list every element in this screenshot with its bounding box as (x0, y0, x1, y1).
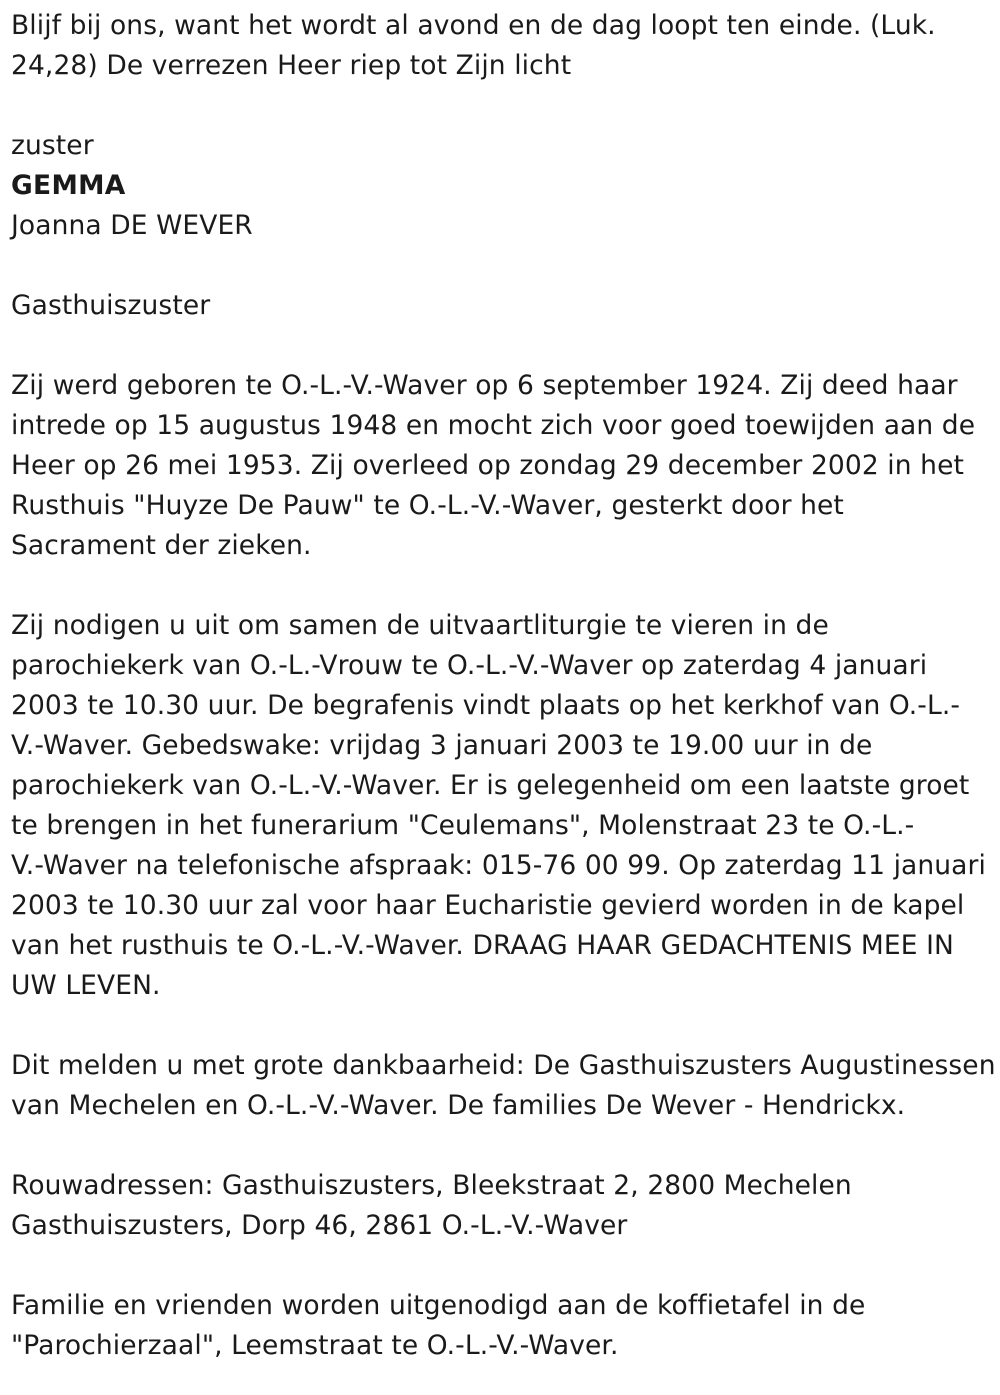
paragraph-line: Zij werd geboren te O.-L.-V.-Waver op 6 september 1924. Zij deed haar (11, 370, 958, 401)
spacer (11, 1006, 996, 1046)
paragraph-line: V.-Waver na telefonische afspraak: 015-76 00 99. Op zaterdag 11 januari (11, 850, 986, 881)
paragraph-line: van het rusthuis te O.-L.-V.-Waver. DRAAG HAAR GEDACHTENIS MEE IN (11, 930, 954, 961)
intro-verse (11, 6, 996, 86)
spacer (11, 566, 996, 606)
paragraph-line: Zij nodigen u uit om samen de uitvaartliturgie te vieren in de (11, 610, 829, 641)
intro-line: Blijf bij ons, want het wordt al avond en de dag loopt ten einde. (Luk. (11, 10, 936, 41)
paragraph-line: te brengen in het funerarium "Ceulemans", Molenstraat 23 te O.-L.- (11, 810, 915, 841)
ceremony-paragraph (11, 606, 996, 1006)
address-line: Gasthuiszusters, Dorp 46, 2861 O.-L.-V.-Waver (11, 1210, 628, 1241)
paragraph-line: UW LEVEN. (11, 970, 161, 1001)
biography-paragraph (11, 366, 996, 566)
spacer (11, 1126, 996, 1166)
civil-name: Joanna DE WEVER (11, 210, 253, 241)
spacer (11, 1246, 996, 1286)
paragraph-line: 2003 te 10.30 uur zal voor haar Eucharistie gevierd worden in de kapel (11, 890, 965, 921)
paragraph-line: 2003 te 10.30 uur. De begrafenis vindt plaats op het kerkhof van O.-L.- (11, 690, 961, 721)
paragraph-line: Sacrament der zieken. (11, 530, 312, 561)
spacer (11, 246, 996, 286)
spacer (11, 86, 996, 126)
announcement-paragraph (11, 1046, 996, 1126)
spacer (11, 326, 996, 366)
paragraph-line: parochiekerk van O.-L.-Vrouw te O.-L.-V.-Waver op zaterdag 4 januari (11, 650, 928, 681)
religious-name: GEMMA (11, 170, 126, 201)
role: Gasthuiszuster (11, 290, 211, 321)
paragraph-line: Rusthuis "Huyze De Pauw" te O.-L.-V.-Waver, gesterkt door het (11, 490, 844, 521)
obituary-document (11, 6, 996, 1366)
paragraph-line: V.-Waver. Gebedswake: vrijdag 3 januari 2003 te 19.00 uur in de (11, 730, 873, 761)
name-prefix: zuster (11, 130, 94, 161)
addresses-paragraph (11, 1166, 996, 1246)
paragraph-line: "Parochierzaal", Leemstraat te O.-L.-V.-Waver. (11, 1330, 619, 1361)
address-line: Rouwadressen: Gasthuiszusters, Bleekstraat 2, 2800 Mechelen (11, 1170, 852, 1201)
paragraph-line: intrede op 15 augustus 1948 en mocht zich voor goed toewijden aan de (11, 410, 976, 441)
paragraph-line: Heer op 26 mei 1953. Zij overleed op zondag 29 december 2002 in het (11, 450, 964, 481)
paragraph-line: van Mechelen en O.-L.-V.-Waver. De families De Wever - Hendrickx. (11, 1090, 906, 1121)
paragraph-line: Dit melden u met grote dankbaarheid: De Gasthuiszusters Augustinessen (11, 1050, 996, 1081)
invitation-paragraph (11, 1286, 996, 1366)
paragraph-line: Familie en vrienden worden uitgenodigd aan de koffietafel in de (11, 1290, 866, 1321)
intro-line: 24,28) De verrezen Heer riep tot Zijn licht (11, 50, 572, 81)
paragraph-line: parochiekerk van O.-L.-V.-Waver. Er is gelegenheid om een laatste groet (11, 770, 970, 801)
